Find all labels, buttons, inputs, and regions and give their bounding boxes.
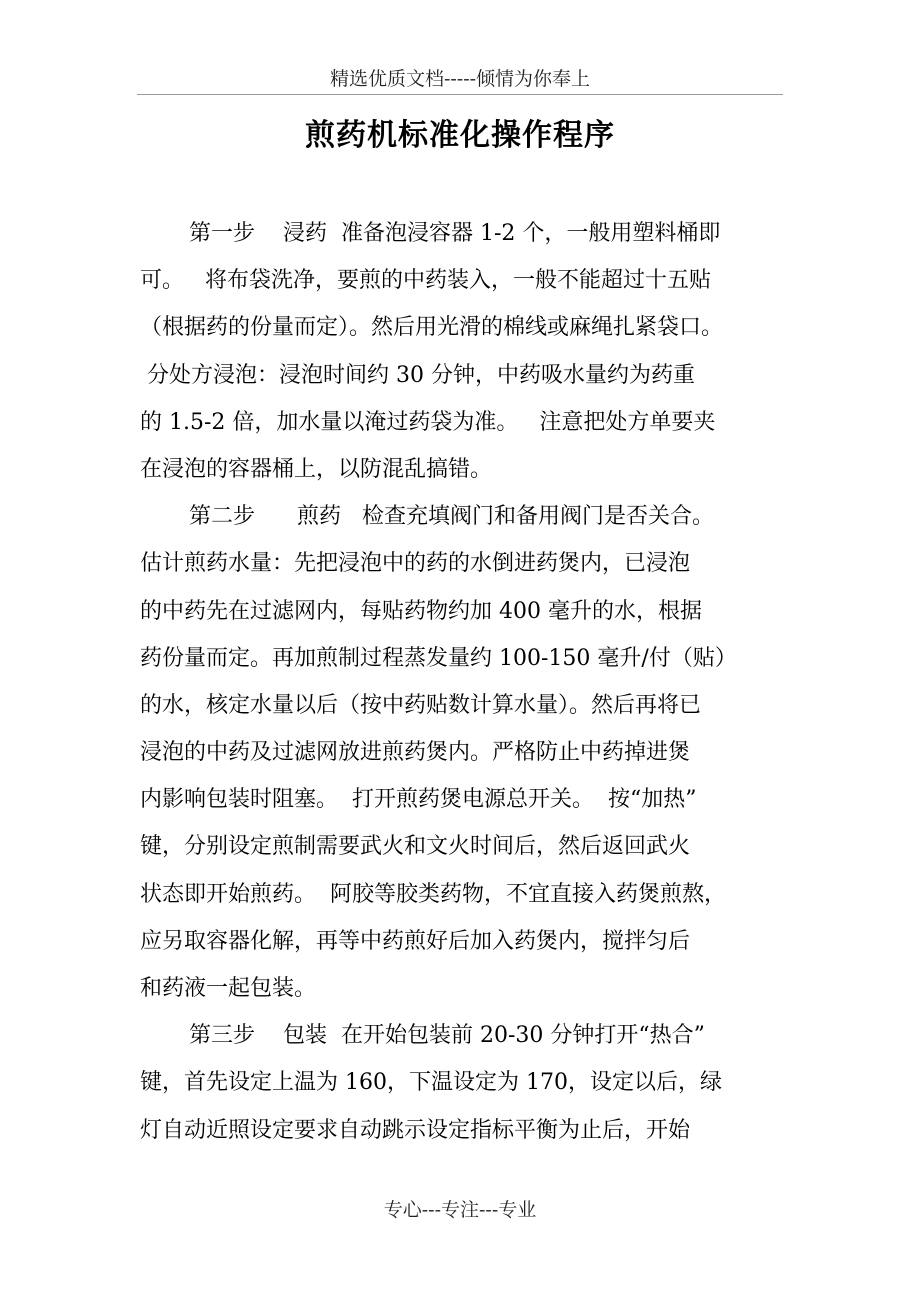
text-line: 键，分别设定煎制需要武火和文火时间后，然后返回武火: [140, 834, 691, 860]
text-line: 灯自动近照设定要求自动跳示设定指标平衡为止后，开始: [140, 1117, 691, 1143]
page-footer: 专心---专注---专业: [383, 1199, 537, 1221]
text-line: （根据药的份量而定）。然后用光滑的棉线或麻绳扎紧袋口。: [140, 315, 724, 341]
text-line: 状态即开始煎药。 阿胶等胶类药物，不宜直接入药煲煎熬，: [140, 881, 726, 907]
text-line: 内影响包装时阻塞。 打开煎药煲电源总开关。 按“加热”: [140, 787, 697, 813]
text-line: 的中药先在过滤网内，每贴药物约加 400 毫升的水，根据: [140, 598, 702, 624]
text-line: 可。 将布袋洗净，要煎的中药装入，一般不能超过十五贴: [140, 268, 711, 294]
text-line: 药份量而定。再加煎制过程蒸发量约 100-150 毫升/付（贴）: [140, 645, 737, 671]
text-line: 的 1.5-2 倍，加水量以淹过药袋为准。 注意把处方单要夹: [140, 409, 716, 435]
text-line: 键，首先设定上温为 160，下温设定为 170，设定以后，绿: [140, 1070, 722, 1096]
text-line: 分处方浸泡：浸泡时间约 30 分钟，中药吸水量约为药重: [140, 362, 695, 388]
document-title: 煎药机标准化操作程序: [305, 118, 615, 153]
text-line: 的水，核定水量以后（按中药贴数计算水量）。然后再将已: [140, 692, 702, 718]
text-line: 浸泡的中药及过滤网放进煎药煲内。严格防止中药掉进煲: [140, 740, 691, 766]
text-line: 和药液一起包装。: [140, 976, 317, 1001]
document-body: [140, 210, 788, 1154]
text-line: 第二步 煎药 检查充填阀门和备用阀门是否关合。: [189, 504, 714, 530]
text-line: 在浸泡的容器桶上，以防混乱搞错。: [140, 456, 493, 482]
page-header: 精选优质文档-----倾情为你奉上: [137, 64, 783, 95]
text-line: 第一步 浸药 准备泡浸容器 1-2 个，一般用塑料桶即: [189, 221, 721, 246]
text-line: 估计煎药水量：先把浸泡中的药的水倒进药煲内，已浸泡: [140, 551, 691, 577]
text-line: 应另取容器化解，再等中药煎好后加入药煲内，搅拌匀后: [140, 928, 691, 954]
text-line: 第三步 包装 在开始包装前 20-30 分钟打开“热合”: [189, 1023, 705, 1049]
